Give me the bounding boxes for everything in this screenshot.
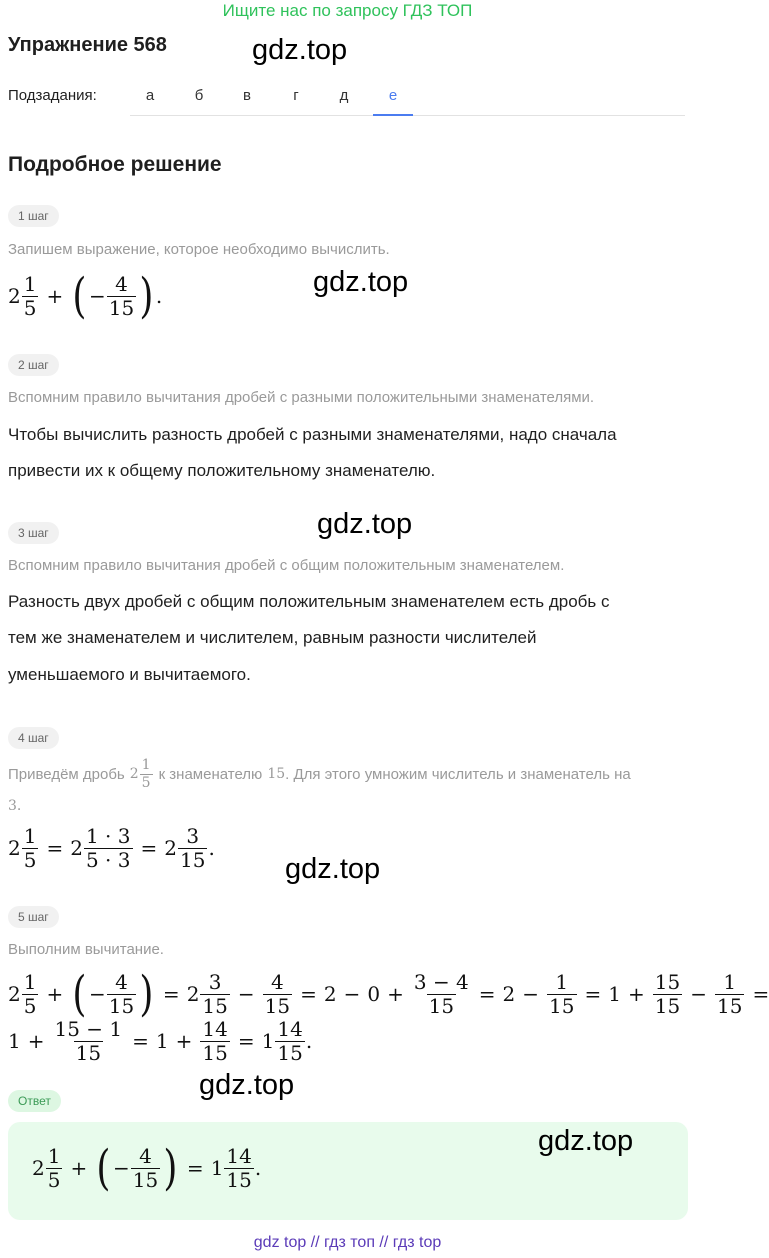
rule-text-line: привести их к общему положительному знаменателю.: [8, 461, 436, 480]
plus-sign: +: [46, 284, 64, 308]
fraction: [140, 758, 153, 790]
note-text: . Для этого умножим числитель и знаменатель на: [285, 765, 631, 783]
tab-d[interactable]: д: [339, 87, 349, 104]
watermark: gdz.top: [285, 853, 381, 885]
period: .: [208, 836, 215, 860]
step-badge: 5 шаг: [8, 906, 59, 928]
minus-sign: −: [88, 982, 106, 1006]
equals-sign: =: [237, 1029, 255, 1053]
rule-text-line: Чтобы вычислить разность дробей с разными знаменателями, надо сначала: [8, 425, 617, 444]
answer-badge: Ответ: [8, 1090, 61, 1112]
fraction: [22, 969, 39, 1018]
numerator: 3 − 4: [413, 969, 469, 994]
period: .: [155, 284, 163, 308]
numerator: 14: [202, 1016, 228, 1041]
fraction: [22, 271, 39, 320]
step-note: Выполним вычитание.: [8, 941, 164, 958]
math-int: 1: [155, 1029, 169, 1053]
denominator: 5 · 3: [85, 847, 131, 872]
minus-sign: −: [112, 1156, 130, 1180]
rule-text-line: Разность двух дробей с общим положительным знаменателем есть дробь с: [8, 592, 610, 611]
fraction: [200, 969, 229, 1018]
denominator: 15: [654, 993, 681, 1018]
watermark: gdz.top: [313, 266, 409, 298]
tab-g[interactable]: г: [293, 87, 299, 104]
math-int: 1: [210, 1156, 224, 1180]
equals-sign: =: [752, 982, 769, 1006]
step-badge: 3 шаг: [8, 522, 59, 544]
math-int: 2: [70, 836, 83, 860]
equals-sign: =: [584, 982, 602, 1006]
denominator: 15: [75, 1040, 102, 1065]
math-int: 2: [8, 982, 21, 1006]
numerator: 1: [555, 969, 569, 994]
minus-sign: −: [88, 284, 106, 308]
equals-sign: =: [132, 1029, 149, 1053]
formula-step1: [8, 270, 162, 322]
left-paren: (: [72, 268, 87, 324]
section-title: Подробное решение: [8, 153, 222, 176]
numerator: 4: [115, 271, 128, 296]
minus-sign: −: [237, 982, 255, 1006]
fraction: [200, 1016, 229, 1065]
fraction: [107, 271, 136, 320]
footer-links[interactable]: gdz top // гдз топ // гдз top: [253, 1234, 442, 1251]
numerator: 1: [23, 969, 37, 994]
equals-sign: =: [300, 982, 317, 1006]
left-paren: (: [96, 1140, 111, 1196]
denominator: 15: [132, 1167, 159, 1192]
note-text: Приведём дробь: [8, 765, 125, 783]
denominator: 15: [226, 1167, 252, 1192]
rule-text-line: уменьшаемого и вычитаемого.: [8, 665, 251, 684]
step-note: Вспомним правило вычитания дробей с общим положительным знаменателем.: [8, 557, 565, 574]
period: .: [305, 1029, 313, 1053]
plus-sign: +: [387, 982, 404, 1006]
tab-b[interactable]: б: [194, 87, 204, 104]
fraction: [53, 1016, 125, 1065]
math-int: 2: [129, 766, 139, 782]
fraction: [22, 823, 39, 872]
step-note: 3.: [8, 798, 22, 814]
numerator: 1: [23, 823, 37, 848]
denominator: 15: [264, 993, 291, 1018]
search-banner[interactable]: Ищите нас по запросу ГДЗ ТОП: [222, 1, 473, 20]
fraction: [653, 969, 682, 1018]
denominator: 15: [428, 993, 455, 1018]
formula-answer: [32, 1140, 261, 1196]
step-badge: 1 шаг: [8, 205, 59, 227]
math-int: 2: [32, 1156, 45, 1180]
numerator: 1: [141, 756, 151, 773]
numerator: 14: [226, 1143, 252, 1168]
fraction: [107, 969, 136, 1018]
denominator: 15: [716, 993, 743, 1018]
period: .: [254, 1156, 262, 1180]
math-int: 2: [186, 982, 200, 1006]
numerator: 15 − 1: [54, 1016, 123, 1041]
fraction: [46, 1143, 63, 1192]
step-badge: 4 шаг: [8, 727, 59, 749]
math-int: 2: [502, 982, 516, 1006]
denominator: 15: [277, 1040, 303, 1065]
watermark: gdz.top: [538, 1125, 634, 1157]
denominator: 15: [108, 295, 135, 320]
tab-a[interactable]: а: [145, 87, 155, 104]
math-int: 2: [164, 836, 177, 860]
plus-sign: +: [27, 1029, 45, 1053]
denominator: 5: [141, 774, 151, 791]
fraction: [263, 969, 292, 1018]
minus-sign: −: [690, 982, 707, 1006]
denominator: 5: [47, 1167, 61, 1192]
note-number: 15: [267, 766, 286, 782]
formula-step5-line1: [8, 966, 769, 1022]
numerator: 15: [654, 969, 681, 994]
plus-sign: +: [628, 982, 645, 1006]
fraction: [275, 1016, 304, 1065]
tab-e[interactable]: е: [373, 78, 413, 116]
math-int: 2: [8, 836, 21, 860]
numerator: 1: [47, 1143, 61, 1168]
formula-step5-line2: [8, 1016, 312, 1066]
denominator: 15: [549, 993, 575, 1018]
right-paren: ): [139, 966, 154, 1022]
denominator: 5: [23, 847, 37, 872]
math-int: 1: [261, 1029, 275, 1053]
fraction: [224, 1143, 253, 1192]
rule-text-line: тем же знаменателем и числителем, равным разности числителей: [8, 628, 537, 647]
note-text: к знаменателю: [158, 765, 263, 783]
subtask-tabs: [130, 78, 685, 116]
right-paren: ): [139, 268, 154, 324]
step-badge: 2 шаг: [8, 354, 59, 376]
fraction: [412, 969, 471, 1018]
step-note: Запишем выражение, которое необходимо вычислить.: [8, 241, 390, 258]
fraction: [178, 823, 207, 872]
minus-sign: −: [343, 982, 361, 1006]
minus-sign: −: [522, 982, 540, 1006]
tab-v[interactable]: в: [243, 87, 251, 104]
numerator: 4: [115, 969, 128, 994]
plus-sign: +: [46, 982, 64, 1006]
equals-sign: =: [186, 1156, 204, 1180]
numerator: 1: [723, 969, 737, 994]
fraction: [84, 823, 133, 872]
step-note: Вспомним правило вычитания дробей с разными положительными знаменателями.: [8, 389, 595, 406]
step-note: [8, 750, 631, 798]
numerator: 4: [139, 1143, 152, 1168]
watermark: gdz.top: [252, 34, 348, 66]
denominator: 15: [202, 1040, 228, 1065]
math-int: 2: [323, 982, 337, 1006]
page-title: Упражнение 568: [8, 34, 167, 56]
plus-sign: +: [175, 1029, 193, 1053]
numerator: 14: [277, 1016, 303, 1041]
numerator: 3: [208, 969, 222, 994]
denominator: 15: [108, 993, 135, 1018]
numerator: 3: [186, 823, 200, 848]
fraction: [131, 1143, 160, 1192]
denominator: 15: [180, 847, 206, 872]
right-paren: ): [163, 1140, 178, 1196]
fraction: [547, 969, 576, 1018]
watermark: gdz.top: [317, 508, 413, 540]
left-paren: (: [72, 966, 87, 1022]
denominator: 5: [23, 295, 37, 320]
fraction: [715, 969, 744, 1018]
equals-sign: =: [162, 982, 180, 1006]
equals-sign: =: [478, 982, 496, 1006]
plus-sign: +: [70, 1156, 88, 1180]
math-int: 0: [367, 982, 381, 1006]
math-int: 1: [8, 1029, 21, 1053]
numerator: 1 · 3: [85, 823, 131, 848]
watermark: gdz.top: [199, 1069, 295, 1101]
numerator: 1: [23, 271, 37, 296]
equals-sign: =: [140, 836, 158, 860]
numerator: 4: [271, 969, 284, 994]
equals-sign: =: [46, 836, 64, 860]
math-int: 1: [608, 982, 621, 1006]
math-int: 2: [8, 284, 21, 308]
subtasks-label: Подзадания:: [8, 87, 97, 104]
denominator: 15: [202, 993, 228, 1018]
formula-step4: [8, 822, 215, 874]
denominator: 5: [23, 993, 37, 1018]
